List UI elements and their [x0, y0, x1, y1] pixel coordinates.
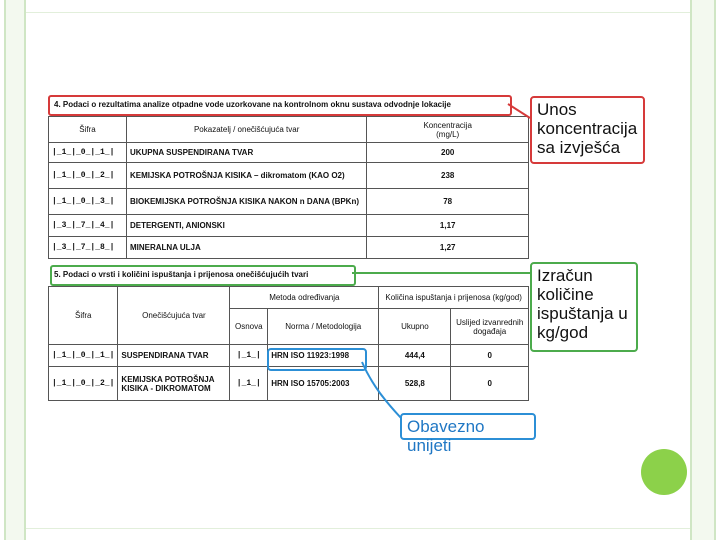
section5-title-highlight: [50, 265, 356, 286]
row-value: 200: [367, 143, 529, 163]
row-name: BIOKEMIJSKA POTROŠNJA KISIKA NAKON n DANA (BPKn): [126, 189, 366, 215]
callout-red: [530, 96, 645, 164]
row-code: |_1_|_0_|_1_|: [49, 143, 127, 163]
row-norm: HRN ISO 15705:2003: [268, 367, 379, 401]
row-value: 1,27: [367, 237, 529, 259]
row-value: 78: [367, 189, 529, 215]
slide-frame-bottom: [26, 528, 690, 541]
callout-red-line2: koncentracija: [537, 119, 638, 138]
callout-red-line1: Unos: [537, 100, 577, 119]
row-total: 528,8: [379, 367, 451, 401]
header-total: Ukupno: [379, 309, 451, 345]
table-row: [49, 189, 529, 215]
row-name: KEMIJSKA POTROŠNJA KISIKA - DIKROMATOM: [118, 367, 230, 401]
row-code: |_1_|_0_|_3_|: [49, 189, 127, 215]
section5-table: [48, 286, 529, 401]
row-name: SUSPENDIRANA TVAR: [118, 345, 230, 367]
row-value: 1,17: [367, 215, 529, 237]
header-code: Šifra: [49, 287, 118, 345]
row-incident: 0: [451, 367, 529, 401]
callout-red-line3: sa izvješća: [537, 138, 621, 157]
header-norm: Norma / Metodologija: [268, 309, 379, 345]
callout-green-line2: količine: [537, 285, 594, 304]
row-total: 444,4: [379, 345, 451, 367]
table-row: [49, 215, 529, 237]
row-code: |_1_|_0_|_1_|: [49, 345, 118, 367]
row-basis: |_1_|: [230, 345, 268, 367]
table-row: [49, 143, 529, 163]
callout-green-line1: Izračun: [537, 266, 593, 285]
header-conc-line1: Koncentracija: [423, 120, 472, 130]
section5-title: 5. Podaci o vrsti i količini ispuštanja i prijenosa onečišćujućih tvari: [54, 270, 309, 279]
row-value: 238: [367, 163, 529, 189]
slide-frame-top: [26, 0, 690, 13]
row-norm: HRN ISO 11923:1998: [268, 345, 379, 367]
row-name: UKUPNA SUSPENDIRANA TVAR: [126, 143, 366, 163]
header-substance: Onečišćujuća tvar: [118, 287, 230, 345]
header-quantity: Količina ispuštanja i prijenosa (kg/god): [379, 287, 529, 309]
row-code: |_1_|_0_|_2_|: [49, 367, 118, 401]
table-row: [49, 163, 529, 189]
table-row: [49, 367, 529, 401]
callout-green-line3: ispuštanja u: [537, 304, 628, 323]
row-code: |_3_|_7_|_4_|: [49, 215, 127, 237]
row-code: |_1_|_0_|_2_|: [49, 163, 127, 189]
header-method: Metoda određivanja: [230, 287, 379, 309]
slide-frame-left: [4, 0, 26, 540]
section4-title-highlight: [48, 95, 512, 116]
section4-table: [48, 116, 529, 259]
header-incident: Uslijed izvanrednih događaja: [451, 309, 529, 345]
header-indicator: Pokazatelj / onečišćujuća tvar: [126, 117, 366, 143]
row-incident: 0: [451, 345, 529, 367]
callout-blue: Obavezno unijeti: [400, 413, 536, 440]
row-name: MINERALNA ULJA: [126, 237, 366, 259]
table-row: [49, 237, 529, 259]
row-name: KEMIJSKA POTROŠNJA KISIKA – dikromatom (KAO O2): [126, 163, 366, 189]
row-code: |_3_|_7_|_8_|: [49, 237, 127, 259]
green-circle-decoration: [641, 449, 687, 495]
header-basis: Osnova: [230, 309, 268, 345]
norm-highlight: [267, 348, 367, 371]
header-concentration: [367, 117, 529, 143]
row-name: DETERGENTI, ANIONSKI: [126, 215, 366, 237]
section4-title: 4. Podaci o rezultatima analize otpadne vode uzorkovane na kontrolnom oknu sustava odvodnje lokacije: [54, 100, 451, 109]
header-code: Šifra: [49, 117, 127, 143]
header-conc-line2: (mg/L): [436, 129, 460, 139]
row-basis: |_1_|: [230, 367, 268, 401]
slide-frame-right: [690, 0, 716, 540]
callout-green: [530, 262, 638, 352]
callout-green-line4: kg/god: [537, 323, 589, 342]
